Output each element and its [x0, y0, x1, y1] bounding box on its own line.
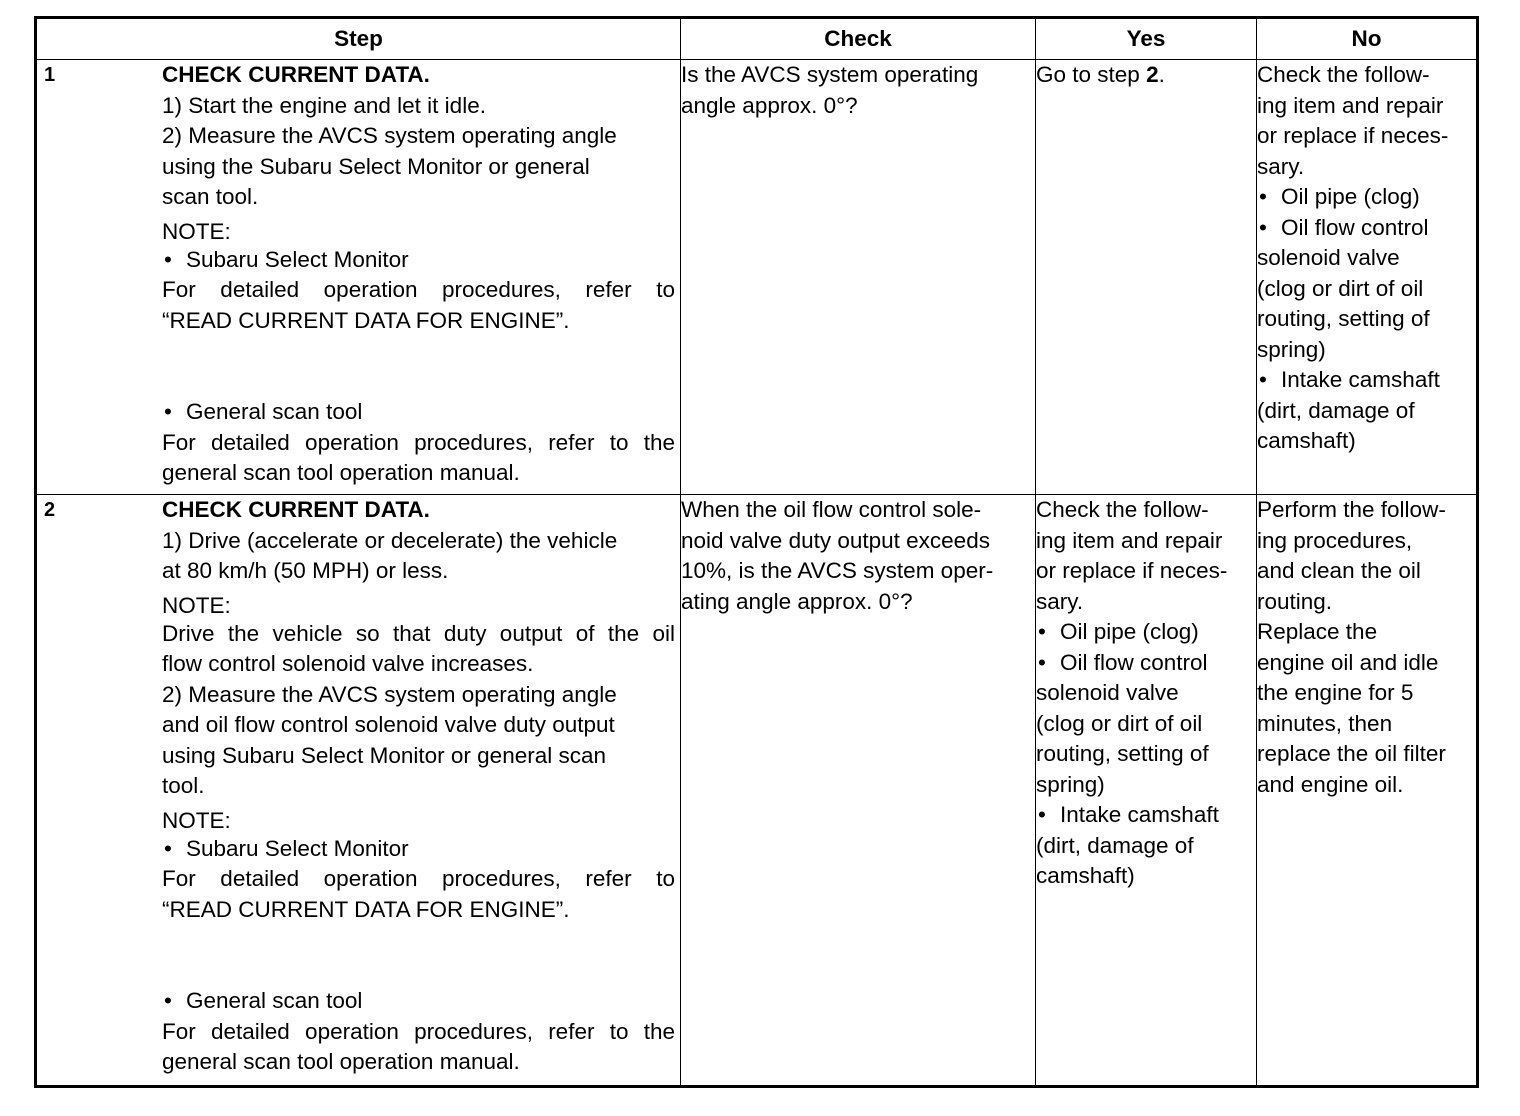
step-number: 2 [44, 499, 56, 521]
note-label: NOTE: [162, 592, 231, 618]
diagnostic-table [34, 16, 1479, 1088]
yes-line: or replace if neces- [1036, 558, 1228, 583]
no-line: replace the oil filter [1257, 741, 1446, 766]
bullet-item: • Subaru Select Monitor [162, 245, 675, 276]
step-body [162, 60, 680, 489]
check-line: Is the AVCS system operating [681, 62, 979, 87]
yes-line: sary. [1036, 588, 1084, 614]
table-row [36, 60, 1478, 495]
yes-text: Go to step [1036, 62, 1147, 87]
note-text: general scan tool operation manual. [162, 1049, 520, 1074]
no-cell [1257, 60, 1478, 495]
check-line: angle approx. 0°? [681, 92, 858, 118]
check-line: noid valve duty output exceeds [681, 527, 990, 553]
no-line: Perform the follow- [1257, 497, 1446, 522]
instruction-line: 1) Drive (accelerate or decelerate) the vehicle [162, 527, 618, 553]
bullet-item: • Oil pipe (clog) [1257, 182, 1476, 213]
instruction-line: scan tool. [162, 184, 259, 209]
note-text: Drive the vehicle so that duty output of the oil [162, 620, 675, 646]
step-link[interactable]: 2 [1146, 62, 1159, 87]
yes-text: . [1158, 62, 1165, 87]
no-line: the engine for 5 [1257, 680, 1414, 705]
spacer [162, 336, 675, 397]
note-text: For detailed operation procedures, refer to [162, 277, 675, 302]
reference-link[interactable]: “READ CURRENT DATA FOR ENGINE”. [162, 307, 570, 333]
step-cell [36, 495, 681, 1087]
bullet-continuation: (clog or dirt of oil [1257, 275, 1424, 301]
bullet-continuation: (dirt, damage of [1257, 397, 1415, 423]
bullet-item: • Intake camshaft [1257, 365, 1476, 396]
table-header-row [36, 18, 1478, 60]
note-label: NOTE: [162, 218, 231, 244]
bullet-continuation: routing, setting of [1036, 741, 1209, 766]
no-line: Check the follow- [1257, 62, 1430, 87]
note-text: For detailed operation procedures, refer to [162, 866, 675, 891]
bullet-item: • Intake camshaft [1036, 800, 1256, 831]
no-line: minutes, then [1257, 710, 1393, 736]
bullet-continuation: camshaft) [1036, 863, 1135, 888]
bullet-item: • General scan tool [162, 397, 675, 428]
table-row [36, 495, 1478, 1087]
bullet-continuation: spring) [1036, 771, 1105, 797]
bullet-continuation: (dirt, damage of [1036, 832, 1194, 858]
check-line: ating angle approx. 0°? [681, 588, 913, 614]
no-line: and clean the oil [1257, 558, 1421, 583]
instruction-line: at 80 km/h (50 MPH) or less. [162, 558, 449, 583]
header-check: Check [681, 18, 1036, 60]
document-page [34, 16, 1476, 1088]
bullet-continuation: camshaft) [1257, 428, 1356, 453]
no-line: sary. [1257, 153, 1305, 179]
bullet-item: • Subaru Select Monitor [162, 834, 675, 865]
note-text: general scan tool operation manual. [162, 460, 520, 485]
no-line: routing. [1257, 588, 1333, 614]
reference-link[interactable]: “READ CURRENT DATA FOR ENGINE”. [162, 896, 570, 922]
note-text: For detailed operation procedures, refer to the [162, 1018, 675, 1044]
note-label: NOTE: [162, 807, 231, 833]
bullet-continuation: routing, setting of [1257, 306, 1430, 331]
instruction-line: 2) Measure the AVCS system operating angle [162, 681, 617, 707]
step-cell [36, 60, 681, 495]
no-line: Replace the [1257, 619, 1378, 644]
yes-line: Check the follow- [1036, 497, 1209, 522]
step-body [162, 495, 680, 1078]
no-line: engine oil and idle [1257, 649, 1439, 675]
yes-line: ing item and repair [1036, 527, 1223, 553]
check-cell [681, 60, 1036, 495]
instruction-line: tool. [162, 773, 205, 798]
step-number: 1 [44, 64, 56, 86]
header-no: No [1257, 18, 1478, 60]
instruction-line: 1) Start the engine and let it idle. [162, 92, 486, 118]
yes-cell [1036, 60, 1257, 495]
bullet-continuation: spring) [1257, 336, 1326, 362]
yes-cell [1036, 495, 1257, 1087]
no-line: and engine oil. [1257, 771, 1404, 797]
bullet-item: • Oil pipe (clog) [1036, 617, 1256, 648]
spacer [162, 925, 675, 986]
bullet-item: • General scan tool [162, 986, 675, 1017]
note-text: flow control solenoid valve increases. [162, 651, 534, 676]
instruction-line: using Subaru Select Monitor or general scan [162, 742, 607, 768]
bullet-item: • Oil flow control [1257, 213, 1476, 244]
instruction-line: 2) Measure the AVCS system operating angle [162, 123, 617, 148]
instruction-line: and oil flow control solenoid valve duty output [162, 712, 615, 737]
header-yes: Yes [1036, 18, 1257, 60]
header-step: Step [36, 18, 681, 60]
instruction-line: using the Subaru Select Monitor or general [162, 153, 590, 179]
note-text: For detailed operation procedures, refer to the [162, 429, 675, 455]
step-title: CHECK CURRENT DATA. [162, 497, 430, 522]
no-line: ing procedures, [1257, 527, 1413, 553]
no-cell [1257, 495, 1478, 1087]
check-line: When the oil flow control sole- [681, 497, 982, 522]
bullet-item: • Oil flow control [1036, 648, 1256, 679]
check-line: 10%, is the AVCS system oper- [681, 558, 994, 583]
bullet-continuation: (clog or dirt of oil [1036, 710, 1203, 736]
no-line: ing item and repair [1257, 92, 1444, 118]
bullet-continuation: solenoid valve [1036, 680, 1179, 705]
check-cell [681, 495, 1036, 1087]
no-line: or replace if neces- [1257, 123, 1449, 148]
step-title: CHECK CURRENT DATA. [162, 62, 430, 87]
bullet-continuation: solenoid valve [1257, 245, 1400, 270]
